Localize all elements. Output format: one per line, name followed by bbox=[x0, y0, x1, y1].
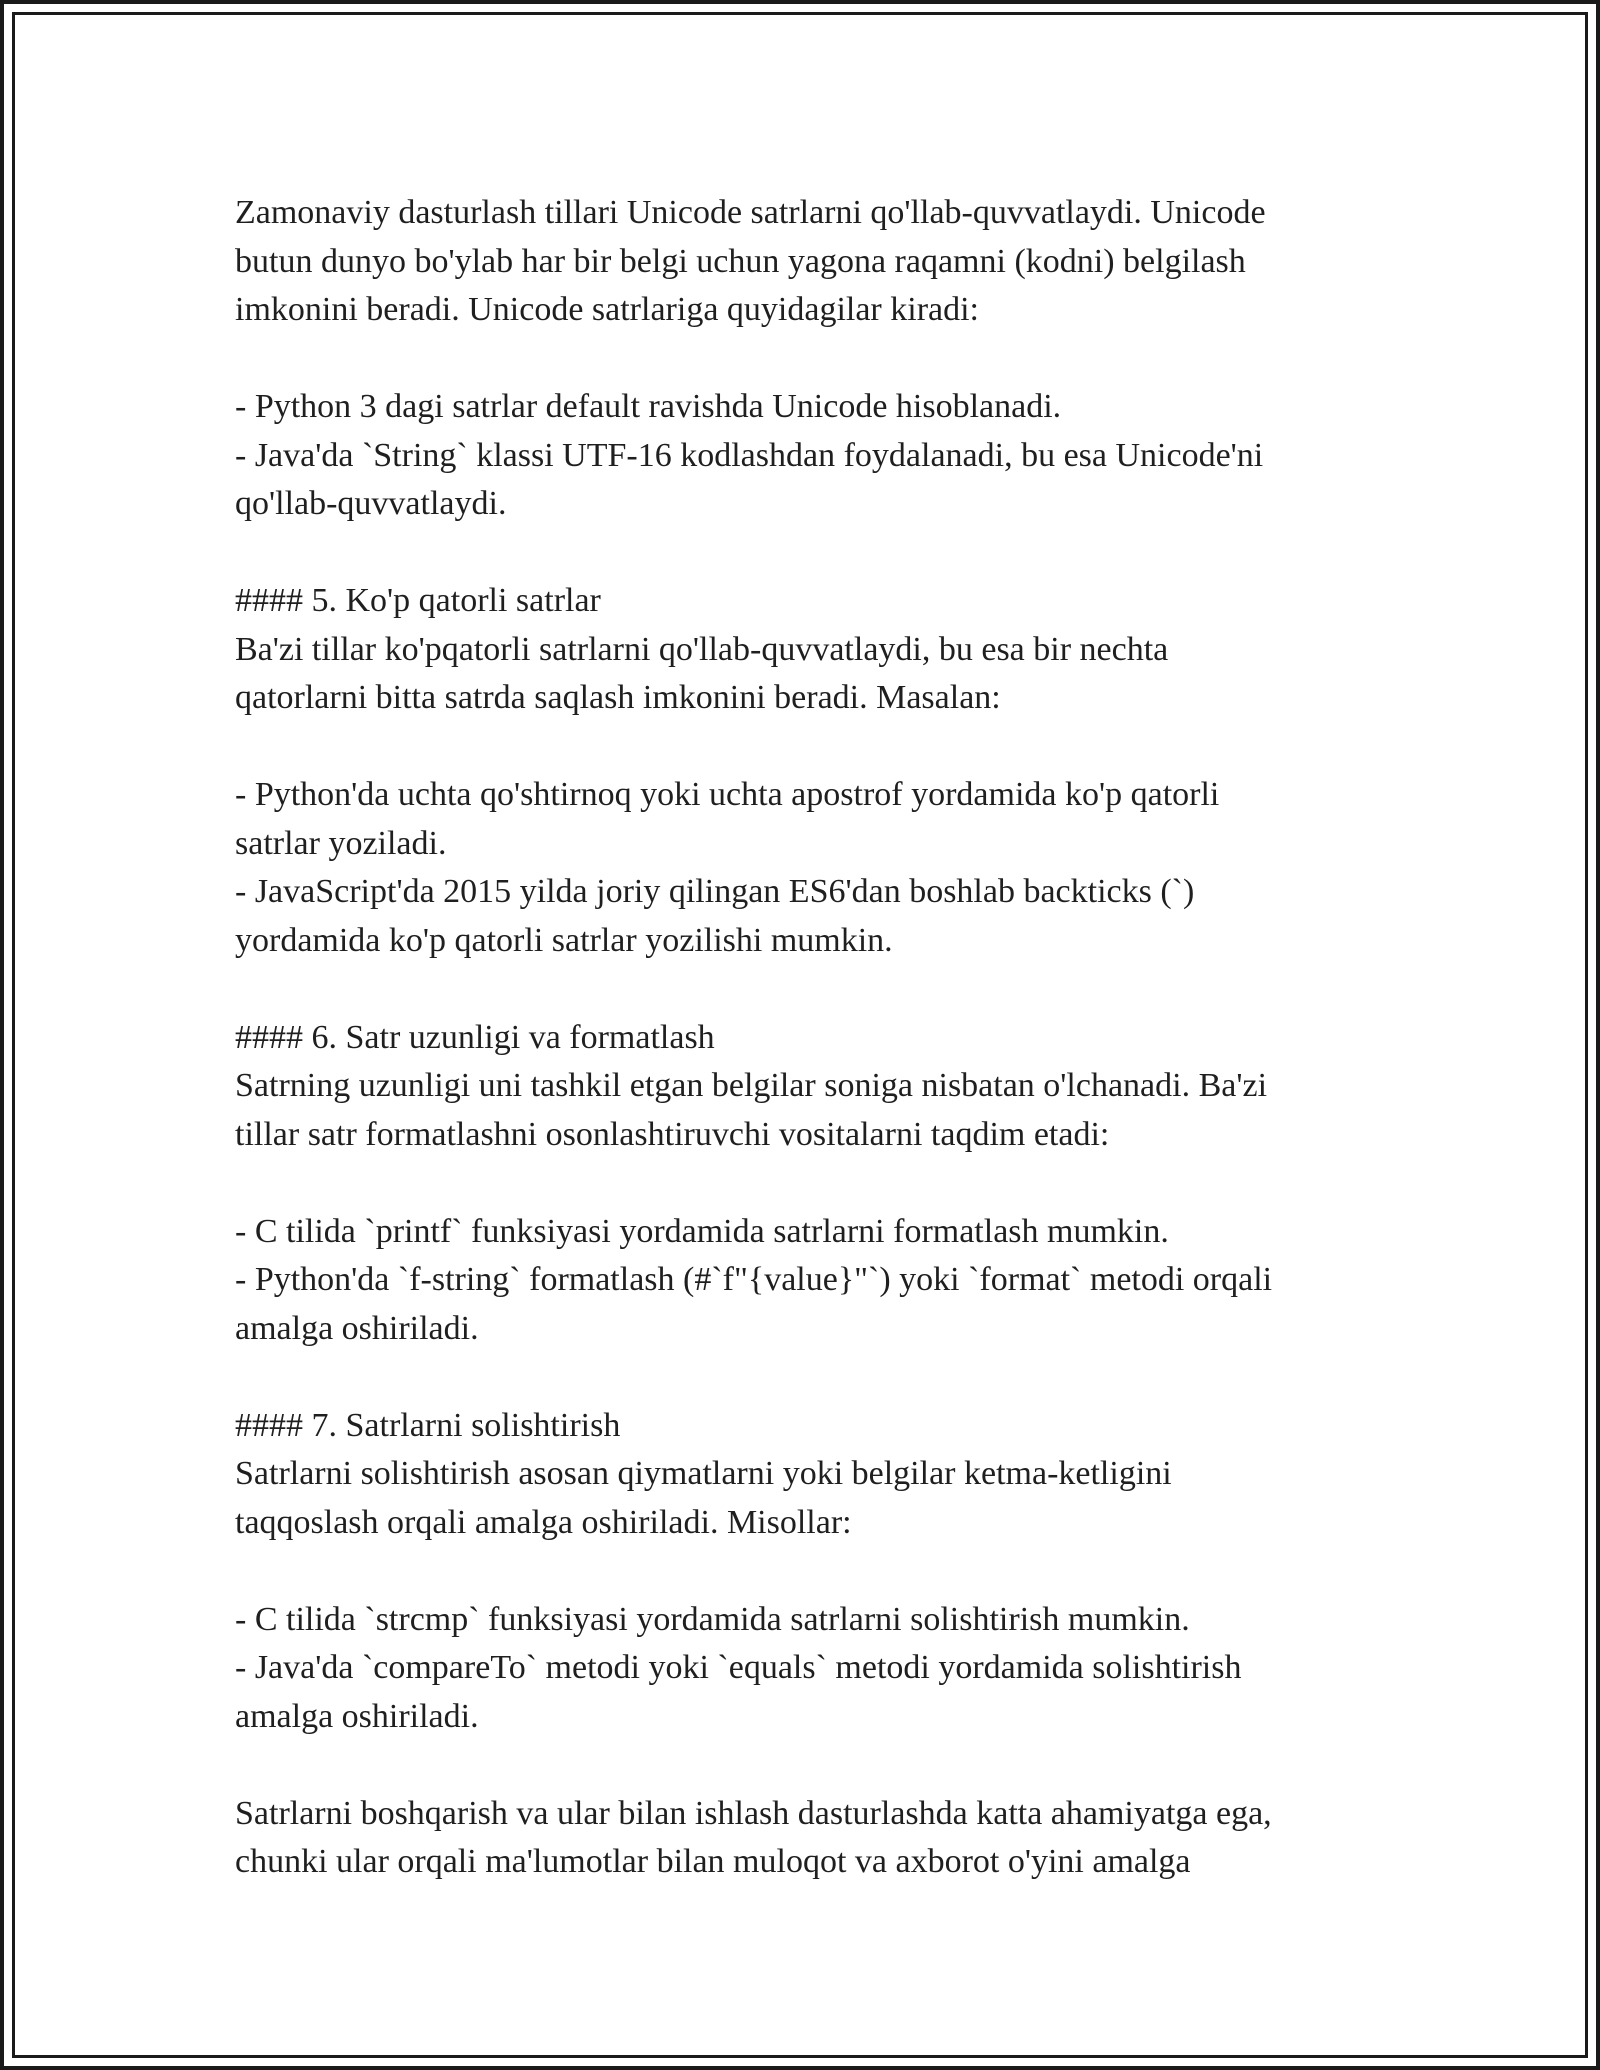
section-6-length-formatting: #### 6. Satr uzunligi va formatlash Satrning uzunligi uni tashkil etgan belgilar soniga nisbatan o'lchanadi. Ba'zi tillar satr formatlashni osonlashtiruvchi vositalarni taqdim etadi: bbox=[235, 1018, 1268, 1153]
intro-paragraph: Zamonaviy dasturlash tillari Unicode satrlarni qo'llab-quvvatlaydi. Unicode butun dunyo bo'ylab har bir belgi uchun yagona raqamni (kodni) belgilash imkonini beradi. Unicode satrlariga quyidagilar kiradi: bbox=[235, 194, 1266, 328]
paragraph-gap bbox=[235, 965, 1375, 1014]
closing-paragraph: Satrlarni boshqarish va ular bilan ishlash dasturlashda katta ahamiyatga ega, chunki ular orqali ma'lumotlar bilan muloqot va axborot o'yini amalga bbox=[235, 1794, 1272, 1880]
document-body bbox=[235, 189, 1375, 1887]
section-5-multiline-strings: #### 5. Ko'p qatorli satrlar Ba'zi tillar ko'pqatorli satrlarni qo'llab-quvvatlaydi, bu esa bir nechta qatorlarni bitta satrda saqlash imkonini beradi. Masalan: bbox=[235, 582, 1169, 716]
paragraph-gap bbox=[235, 1159, 1375, 1208]
section-7-comparison: #### 7. Satrlarni solishtirish Satrlarni solishtirish asosan qiymatlarni yoki belgilar ketma-ketligini taqqoslash orqali amalga oshiriladi. Misollar: bbox=[235, 1406, 1172, 1541]
paragraph-gap bbox=[235, 529, 1375, 578]
formatting-list: - C tilida `printf` funksiyasi yordamida satrlarni formatlash mumkin. - Python'da `f-string` formatlash (#`f"{value}"`) yoki `format` metodi orqali amalga oshiriladi. bbox=[235, 1212, 1273, 1347]
unicode-list: - Python 3 dagi satrlar default ravishda Unicode hisoblanadi. - Java'da `String` klassi UTF-16 kodlashdan foydalanadi, bu esa Unicode'ni qo'llab-quvvatlaydi. bbox=[235, 388, 1264, 522]
paragraph-gap bbox=[235, 723, 1375, 772]
multiline-list: - Python'da uchta qo'shtirnoq yoki uchta apostrof yordamida ko'p qatorli satrlar yoziladi. - JavaScript'da 2015 yilda joriy qilingan ES6'dan boshlab backticks (`) yordamida ko'p qatorli satrlar yozilishi mumkin. bbox=[235, 776, 1220, 959]
paragraph-gap bbox=[235, 1741, 1375, 1790]
paragraph-gap bbox=[235, 1353, 1375, 1402]
paragraph-gap bbox=[235, 1547, 1375, 1596]
paragraph-gap bbox=[235, 335, 1375, 384]
comparison-list: - C tilida `strcmp` funksiyasi yordamida satrlarni solishtirish mumkin. - Java'da `compareTo` metodi yoki `equals` metodi yordamida solishtirish amalga oshiriladi. bbox=[235, 1600, 1242, 1735]
